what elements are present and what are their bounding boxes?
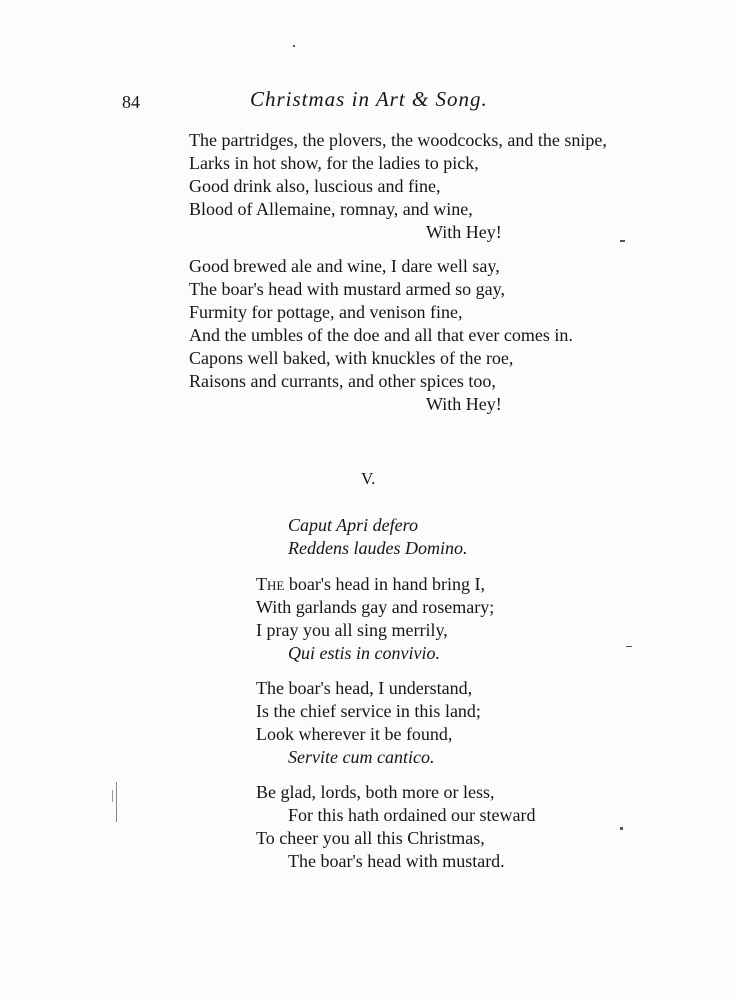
stanza-a-line-1: The partridges, the plovers, the woodcocks, and the snipe, [189,130,607,150]
section-number: V. [361,469,376,488]
page-number: 84 [122,92,140,112]
stanza-b-line-3: Furmity for pottage, and venison fine, [189,302,463,322]
stanza-b-line-1: Good brewed ale and wine, I dare well say, [189,256,500,276]
carol-2-latin: Servite cum cantico. [288,747,435,767]
stanza-b-line-2: The boar's head with mustard armed so gay, [189,279,505,299]
carol-3-line-1: Be glad, lords, both more or less, [256,782,495,802]
drop-word: The [256,574,285,594]
carol-1-line-1 [256,574,485,595]
stanza-a-line-2: Larks in hot show, for the ladies to pick, [189,153,479,173]
stanza-b-line-6: Raisons and currants, and other spices too, [189,371,496,391]
print-speck [620,827,623,830]
carol-3-line-3: To cheer you all this Christmas, [256,828,485,848]
carol-2-line-3: Look wherever it be found, [256,724,453,744]
stanza-a-refrain: With Hey! [426,222,502,242]
stanza-b-line-4: And the umbles of the doe and all that ever comes in. [189,325,573,345]
stanza-b-refrain: With Hey! [426,394,502,414]
stanza-b-line-5: Capons well baked, with knuckles of the roe, [189,348,514,368]
carol-2-line-2: Is the chief service in this land; [256,701,481,721]
carol-1-line-2: With garlands gay and rosemary; [256,597,495,617]
carol-1-latin: Qui estis in convivio. [288,643,440,663]
running-head: Christmas in Art & Song. [250,87,488,111]
stanza-a-line-4: Blood of Allemaine, romnay, and wine, [189,199,473,219]
print-speck [293,45,295,47]
print-speck [620,240,625,242]
margin-mark [116,782,117,822]
carol-3-line-2: For this hath ordained our steward [288,805,536,825]
carol-3-line-4: The boar's head with mustard. [288,851,505,871]
latin-heading-line-1: Caput Apri defero [288,515,418,535]
print-speck [626,646,632,647]
latin-heading-line-2: Reddens laudes Domino. [288,538,468,558]
carol-1-line-3: I pray you all sing merrily, [256,620,448,640]
carol-2-line-1: The boar's head, I understand, [256,678,473,698]
stanza-a-line-3: Good drink also, luscious and fine, [189,176,441,196]
carol-1-line-1-rest: boar's head in hand bring I, [284,574,486,594]
margin-mark [112,790,113,802]
